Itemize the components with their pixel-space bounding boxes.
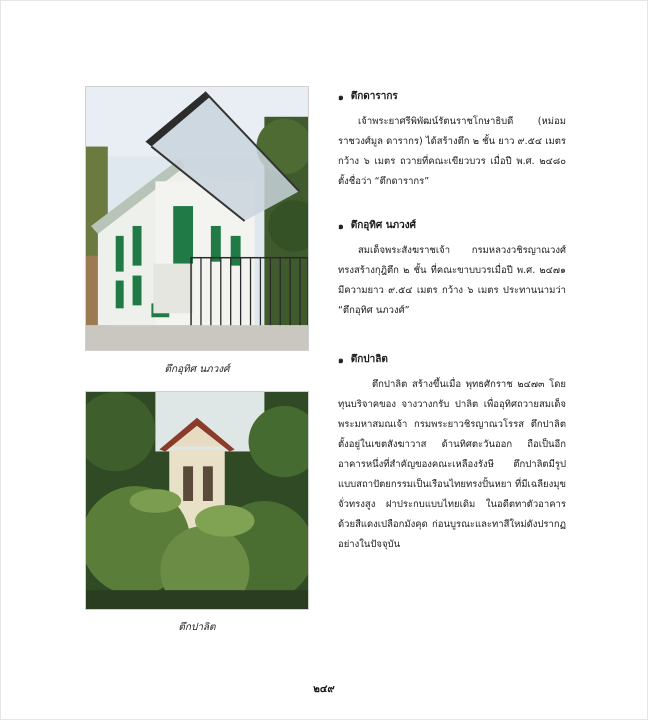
photo2-caption: ตึกปาลิต xyxy=(178,622,216,633)
section-title: ตึกดารากร xyxy=(350,91,398,102)
section-body: สมเด็จพระสังฆราชเจ้า กรมหลวงวชิรญาณวงศ์ ทรงสร้างกุฎิตึก ๒ ชั้น ที่คณะขาบบวรเมื่อปี พ.ศ. ๒๔๗๑ มีความยาว ๙.๕๔ เมตร กว้าง ๖ เมตร ประทานนามว่า “ตึกอุทิศ นภวงศ์” xyxy=(338,245,566,316)
photo1-caption: ตึกอุทิศ นภวงศ์ xyxy=(164,364,230,375)
section-tuk-darakorn xyxy=(338,89,566,192)
page-number: ๒๔๙ xyxy=(313,684,335,695)
section-heading xyxy=(338,218,566,233)
section-bullet: ๑ xyxy=(338,92,344,103)
section-tuk-uthit xyxy=(338,218,566,321)
photo-tuk-uthit xyxy=(85,86,309,351)
section-title: ตึกปาลิต xyxy=(350,354,388,365)
section-body: ตึกปาลิต สร้างขึ้นเมื่อ พุทธศักราช ๒๔๗๓ โดยทุนบริจาคของ จางวางกรับ ปาลิต เพื่ออุทิศถวายสมเด็จพระมหาสมณเจ้า กรมพระยาวชิรญาณวโรรส ตึกปาลิต ตั้งอยู่ในเขตสังฆาวาส ด้านทิศตะวันออก ถือเป็นอีกอาคารหนึ่งที่สำคัญของคณะเหลืองรังษี ตึกปาลิตมีรูปแบบสถาปัตยกรรมเป็นเรือนไทยทรงปั้นหยา ที่มีเฉลียงมุข จั่วทรงสูง ฝาประกบแบบไทยเดิม ในอดีตทาตัวอาคารด้วยสีแดงเปลือกมังคุด ก่อนบูรณะและทาสีใหม่ดังปรากฏอย่างในปัจจุบัน xyxy=(338,379,566,550)
section-heading xyxy=(338,89,566,104)
section-bullet: ๑ xyxy=(338,221,344,232)
section-bullet: ๑ xyxy=(338,355,344,366)
section-title: ตึกอุทิศ นภวงศ์ xyxy=(350,220,416,231)
photo-tuk-palit xyxy=(85,391,309,610)
section-heading xyxy=(338,352,566,367)
section-tuk-palit xyxy=(338,352,566,555)
section-body: เจ้าพระยาศรีพิพัฒน์รัตนราชโกษาธิบดี (หม่อมราชวงศ์มูล ดารากร) ได้สร้างตึก ๒ ชั้น ยาว ๙.๕๔ เมตร กว้าง ๖ เมตร ถวายที่คณะเขียวบวร เมื่อปี พ.ศ. ๒๔๘๐ ตั้งชื่อว่า “ตึกดารากร” xyxy=(338,116,566,187)
